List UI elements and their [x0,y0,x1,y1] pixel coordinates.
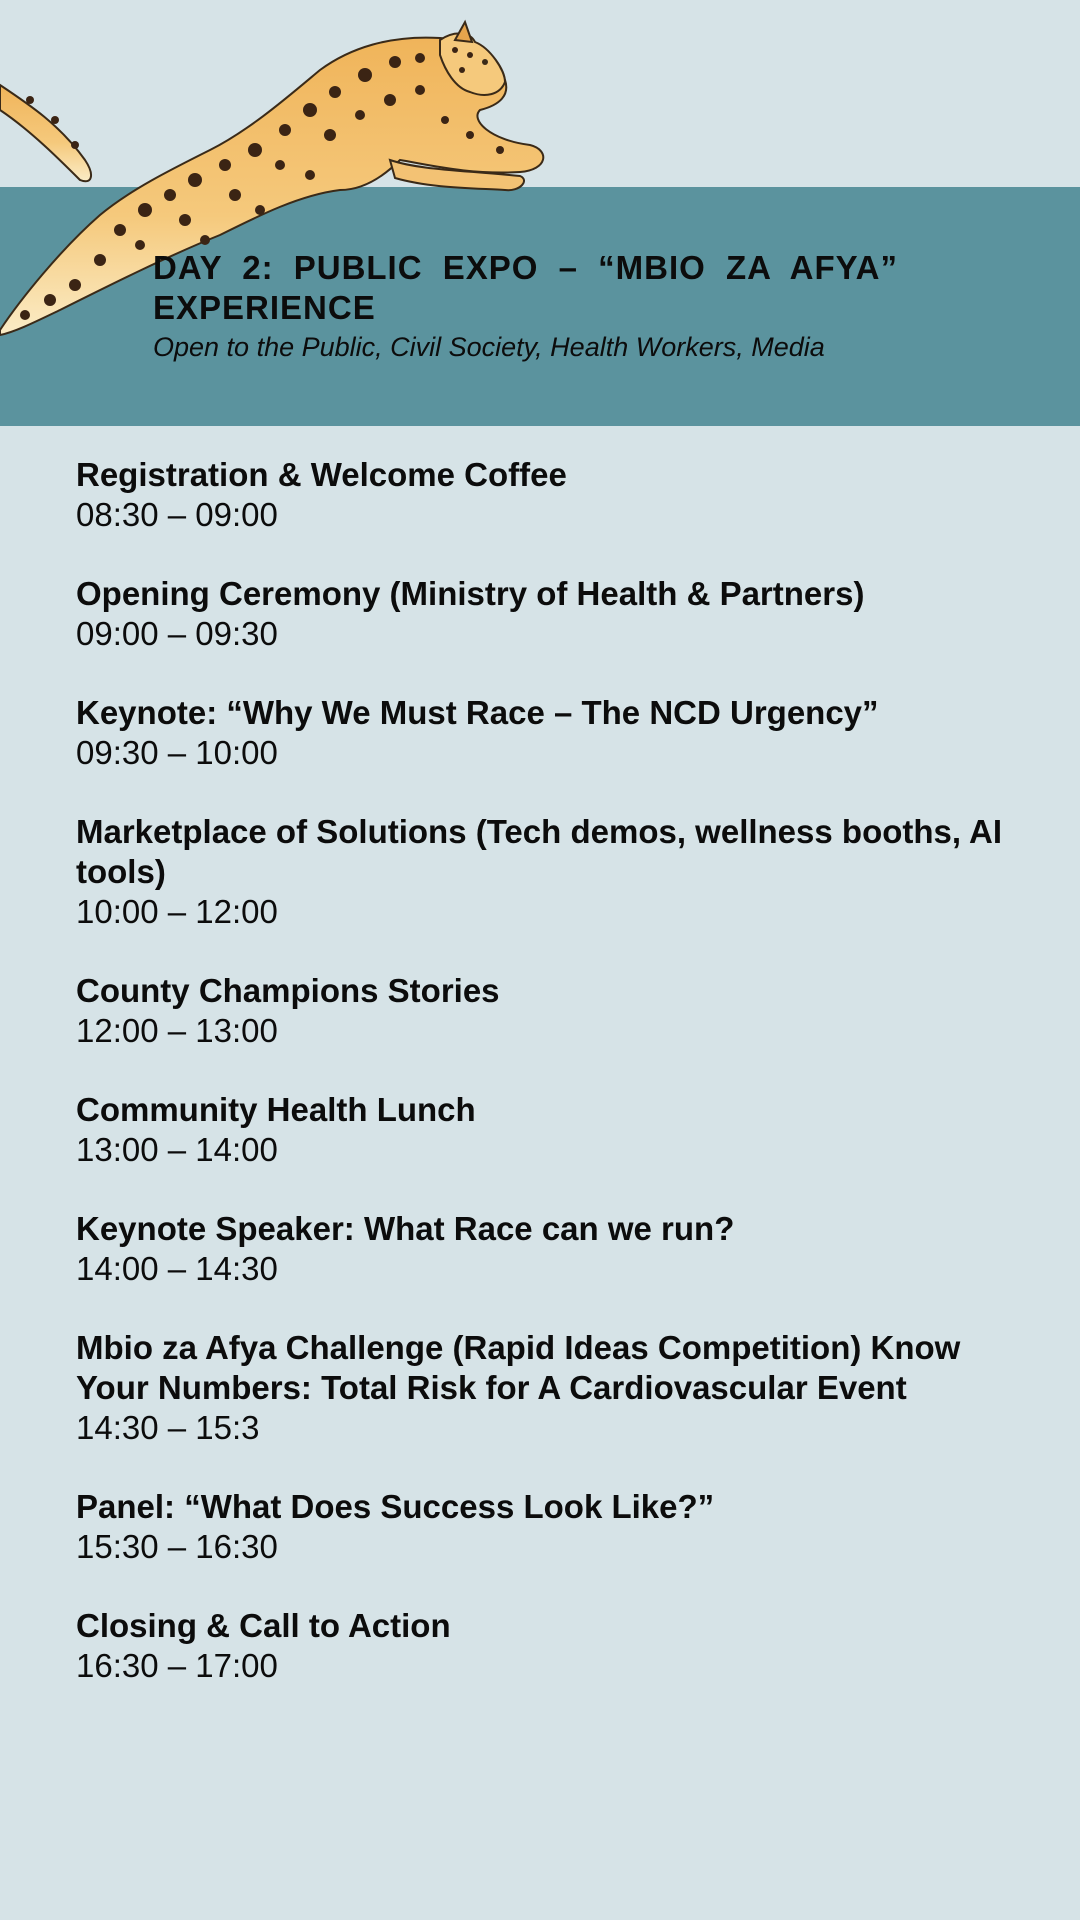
schedule-item-time: 14:30 – 15:3 [76,1409,260,1446]
schedule-item [76,1606,1016,1686]
schedule-item [76,971,1016,1051]
schedule-item-title: Registration & Welcome Coffee [76,456,567,493]
schedule-item-title: Mbio za Afya Challenge (Rapid Ideas Competition) Know Your Numbers: Total Risk for A Cardiovascular Event [76,1329,961,1406]
schedule-item-time: 09:00 – 09:30 [76,615,278,652]
schedule-item-title: Marketplace of Solutions (Tech demos, wellness booths, AI tools) [76,813,1002,890]
schedule-list [76,455,1016,1725]
schedule-item-time: 08:30 – 09:00 [76,496,278,533]
page-title: DAY 2: PUBLIC EXPO – “MBIO ZA AFYA” EXPERIENCE [153,249,898,326]
schedule-item-title: County Champions Stories [76,972,500,1009]
schedule-item-time: 16:30 – 17:00 [76,1647,278,1684]
schedule-item-time: 10:00 – 12:00 [76,893,278,930]
schedule-item [76,574,1016,654]
schedule-item [76,455,1016,535]
schedule-item-time: 14:00 – 14:30 [76,1250,278,1287]
schedule-item [76,1328,1016,1448]
schedule-item-title: Panel: “What Does Success Look Like?” [76,1488,715,1525]
schedule-item-title: Community Health Lunch [76,1091,476,1128]
schedule-item-time: 15:30 – 16:30 [76,1528,278,1565]
schedule-item-title: Keynote Speaker: What Race can we run? [76,1210,735,1247]
schedule-item-time: 13:00 – 14:00 [76,1131,278,1168]
schedule-item [76,693,1016,773]
schedule-item [76,1487,1016,1567]
schedule-item-time: 12:00 – 13:00 [76,1012,278,1049]
schedule-item [76,812,1016,932]
schedule-item-title: Opening Ceremony (Ministry of Health & Partners) [76,575,865,612]
schedule-item-title: Closing & Call to Action [76,1607,451,1644]
banner-text [153,248,913,364]
schedule-item-title: Keynote: “Why We Must Race – The NCD Urgency” [76,694,879,731]
page-subtitle: Open to the Public, Civil Society, Health Workers, Media [153,332,825,362]
schedule-item [76,1209,1016,1289]
schedule-item-time: 09:30 – 10:00 [76,734,278,771]
schedule-item [76,1090,1016,1170]
